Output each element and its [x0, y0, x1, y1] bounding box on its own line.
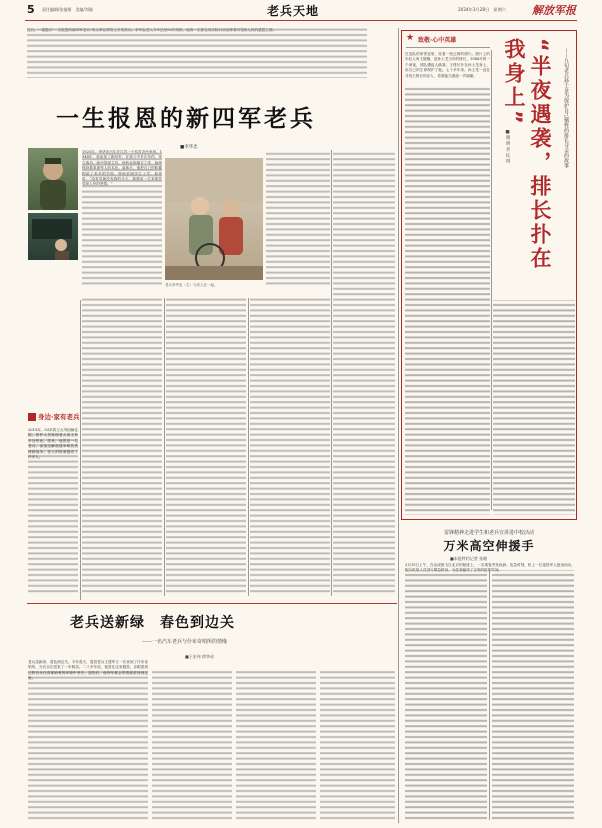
page-center-divider	[398, 28, 399, 823]
sidebar-feature-text	[28, 428, 78, 460]
editor-credit: 责任编辑/张娅姬 美编/刘瑜	[42, 7, 93, 12]
right-feature-label-text: 致敬·心中英雄	[418, 37, 457, 44]
main-col-divider-1	[164, 298, 165, 596]
sidebar-feature-label-box	[28, 412, 88, 423]
left-column-divider	[80, 300, 81, 600]
main-col-divider-2	[248, 298, 249, 596]
right-feature-text	[405, 52, 490, 82]
right-feature-subtitle: ——九旬老兵孙士龙为保护自己牺牲的排长寻亲的故事	[563, 48, 569, 168]
main-col-divider-3	[331, 150, 332, 596]
main-byline: ■李华忠	[180, 145, 198, 150]
red-square-icon	[28, 413, 36, 421]
right-feature-title: “半夜遇袭，排长扑在我身上”	[502, 38, 552, 271]
bottom-right-headline: 万米高空伸援手	[443, 539, 535, 553]
right-inner-divider	[491, 50, 492, 510]
main-headline: 一生报恩的新四军老兵	[56, 106, 316, 132]
bottom-left-text	[28, 660, 148, 681]
bottom-right-byline: ■本报特约记者 张晓	[450, 556, 488, 561]
sidebar-feature-label: 身边·家有老兵	[38, 413, 80, 421]
bottom-right-kicker: 雷锋精神走进学生和老兵宣讲进中校活动	[443, 530, 534, 536]
right-feature-label	[406, 34, 506, 46]
bottom-right-body: 3月15日上午，在由成都飞往北京的航班上，一名乘客突发疾病。危急时刻，机上一位退役军人挺身而出，配合机组人员进行紧急救治，为患者赢得了宝贵的抢救时间。	[405, 563, 575, 573]
issue-date: 2024年3月28日 星期六	[458, 7, 506, 12]
bottom-left-body: 老兵送新绿，春色到边关。今年春天，退役老兵王建军又一次来到了什布奇哨所，为官兵们送来了一车树苗。二十多年前，他曾在这里服役，亲眼看到边防官兵在高寒缺氧的环境中坚守。退役后，他每年都会带着树苗回到这里。	[28, 660, 148, 681]
bottom-left-subtitle: ——一名汽车老兵与什布奇哨所的情缘	[142, 639, 228, 645]
page-number: 5	[27, 3, 35, 16]
bottom-left-headline: 老兵送新绿 春色到边关	[70, 615, 235, 631]
section-title: 老兵天地	[267, 4, 320, 18]
right-label-underline	[406, 47, 490, 48]
masthead-logo: 解放军报	[532, 4, 576, 17]
star-icon: ★	[406, 33, 415, 43]
sidebar-feature-body: 2019年，93岁的王大爷因病住院，医护人员发现老人身上有多处伤疤。原来，他曾是一名老兵，参加过解放战争和抗美援朝战争。老人的故事感动了许多人。	[28, 428, 78, 460]
bottom-right-divider	[489, 570, 490, 820]
family-photo-caption: 老兵李华忠（右）与家人在一起。	[165, 283, 218, 287]
bottom-left-top-rule	[27, 603, 397, 604]
right-feature-byline: ■谢 明 李 钰 琪	[505, 130, 510, 164]
bottom-left-byline: ■王宏伟 徐华成	[185, 654, 215, 659]
right-feature-body: 在连队的荣誉室里，挂着一张泛黄的照片。照片上的年轻人叫王德顺，是孙士龙当年的排长。1946年的一个深夜，部队遭敌人偷袭，王排长扑在孙士龙身上，用自己的生命保护了他。七十多年来，孙士龙一直在寻找王排长的亲人，希望能当面道一声谢谢。	[405, 52, 490, 78]
bottom-right-text	[405, 563, 575, 573]
